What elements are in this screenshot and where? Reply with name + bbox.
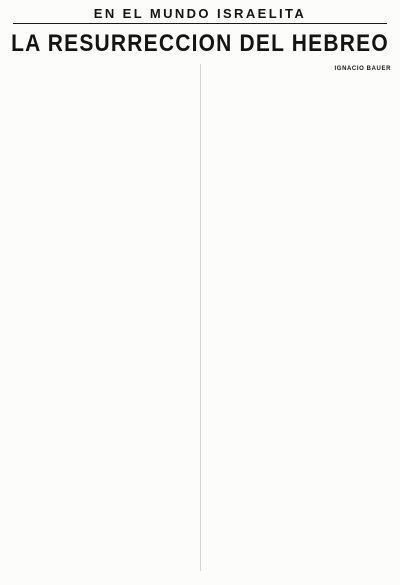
article-title: LA RESURRECCION DEL HEBREO: [11, 30, 389, 57]
column-divider: [200, 64, 201, 571]
section-heading: EN EL MUNDO ISRAELITA: [13, 6, 387, 24]
article-body: [9, 64, 391, 571]
right-column: [211, 64, 392, 571]
left-column: [9, 64, 190, 571]
author-byline: IGNACIO BAUER: [334, 66, 391, 72]
